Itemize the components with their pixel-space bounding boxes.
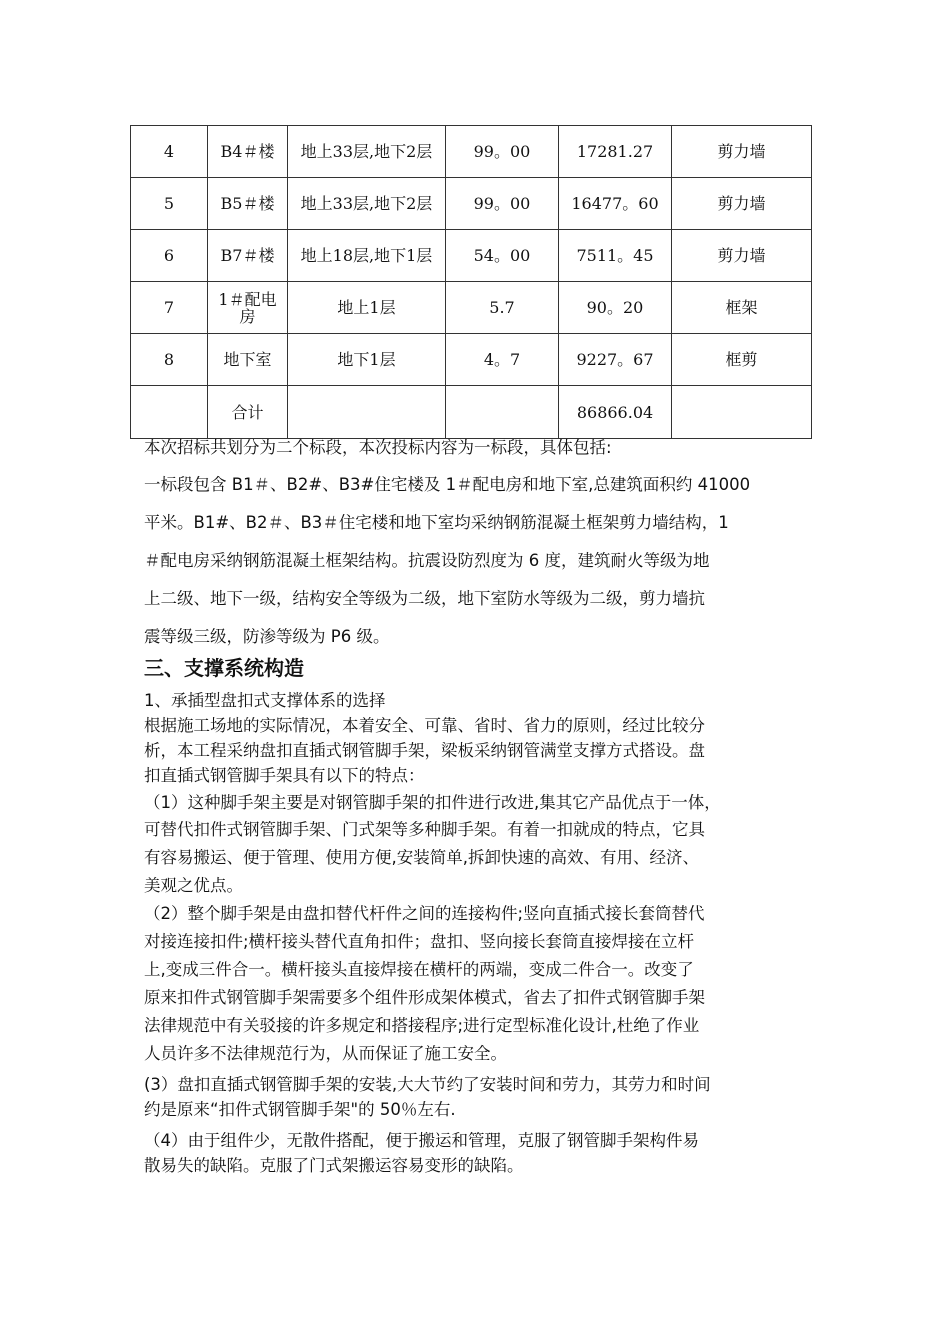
cell-area: 90。20 — [559, 282, 672, 334]
cell-structure: 框剪 — [672, 334, 812, 386]
table-row — [131, 282, 812, 334]
paragraph-line: 扣直插式钢管脚手架具有以下的特点： — [144, 766, 425, 785]
paragraph-line: （2）整个脚手架是由盘扣替代杆件之间的连接构件;竖向直插式接长套筒替代 — [144, 904, 705, 923]
cell-area: 9227。67 — [559, 334, 672, 386]
cell-structure: 框架 — [672, 282, 812, 334]
cell-structure — [672, 386, 812, 439]
paragraph-line: （1）这种脚手架主要是对钢管脚手架的扣件进行改进,集其它产品优点于一体， — [144, 793, 721, 812]
table-row — [131, 126, 812, 178]
cell-height: 99。00 — [446, 178, 559, 230]
section-heading: 三、支撑系统构造 — [144, 656, 304, 680]
cell-height — [446, 386, 559, 439]
cell-area: 7511。45 — [559, 230, 672, 282]
section-body — [144, 688, 814, 1178]
intro-line: 上二级、地下一级，结构安全等级为二级，地下室防水等级为二级，剪力墙抗 — [144, 589, 705, 608]
cell-floors: 地上33层,地下2层 — [288, 178, 446, 230]
intro-line: 平米。B1#、B2＃、B3＃住宅楼和地下室均采纳钢筋混凝土框架剪力墙结构，1 — [144, 513, 729, 532]
cell-floors: 地上33层,地下2层 — [288, 126, 446, 178]
intro-line: 震等级三级，防渗等级为 P6 级。 — [144, 627, 390, 646]
paragraph-line: 有容易搬运、便于管理、使用方便,安装简单,拆卸快速的高效、有用、经济、 — [144, 848, 699, 867]
cell-height: 5.7 — [446, 282, 559, 334]
cell-area: 17281.27 — [559, 126, 672, 178]
table-row-total — [131, 386, 812, 439]
cell-structure: 剪力墙 — [672, 178, 812, 230]
cell-structure: 剪力墙 — [672, 230, 812, 282]
cell-name: 合计 — [208, 386, 288, 439]
paragraph-line: 析，本工程采纳盘扣直插式钢管脚手架，梁板采纳钢管满堂支撑方式搭设。盘 — [144, 741, 705, 760]
paragraph-line: 散易失的缺陷。克服了门式架搬运容易变形的缺陷。 — [144, 1156, 524, 1175]
cell-height: 4。7 — [446, 334, 559, 386]
intro-line: ＃配电房采纳钢筋混凝土框架结构。抗震设防烈度为 6 度，建筑耐火等级为地 — [144, 551, 710, 570]
table-row — [131, 334, 812, 386]
paragraph-line: 美观之优点。 — [144, 876, 243, 895]
cell-structure: 剪力墙 — [672, 126, 812, 178]
cell-no: 6 — [131, 230, 208, 282]
cell-height: 54。00 — [446, 230, 559, 282]
paragraph-line: 可替代扣件式钢管脚手架、门式架等多种脚手架。有着一扣就成的特点，它具 — [144, 820, 705, 839]
table-row — [131, 178, 812, 230]
cell-no: 7 — [131, 282, 208, 334]
cell-no — [131, 386, 208, 439]
cell-no: 4 — [131, 126, 208, 178]
cell-no: 5 — [131, 178, 208, 230]
cell-name: 地下室 — [208, 334, 288, 386]
cell-height: 99。00 — [446, 126, 559, 178]
cell-area: 16477。60 — [559, 178, 672, 230]
subheading: 1、承插型盘扣式支撑体系的选择 — [144, 691, 386, 710]
intro-line: 一标段包含 B1＃、B2#、B3#住宅楼及 1＃配电房和地下室,总建筑面积约 41000 — [144, 475, 751, 494]
paragraph-line: 原来扣件式钢管脚手架需要多个组件形成架体模式，省去了扣件式钢管脚手架 — [144, 988, 705, 1007]
cell-area: 86866.04 — [559, 386, 672, 439]
paragraph-line: 上,变成三件合一。横杆接头直接焊接在横杆的两端，变成二件合一。改变了 — [144, 960, 694, 979]
cell-floors — [288, 386, 446, 439]
building-table — [130, 125, 812, 439]
paragraph-line: （4）由于组件少，无散件搭配，便于搬运和管理，克服了钢管脚手架构件易 — [144, 1131, 699, 1150]
intro-paragraph — [144, 436, 804, 656]
cell-floors: 地上18层,地下1层 — [288, 230, 446, 282]
paragraph-line: 人员许多不法律规范行为，从而保证了施工安全。 — [144, 1044, 507, 1063]
cell-name: 1＃配电房 — [208, 282, 288, 334]
table-row — [131, 230, 812, 282]
cell-floors: 地下1层 — [288, 334, 446, 386]
intro-line: 本次招标共划分为二个标段，本次投标内容为一标段，具体包括: — [144, 438, 612, 457]
cell-floors: 地上1层 — [288, 282, 446, 334]
cell-name: B5＃楼 — [208, 178, 288, 230]
paragraph-line: 对接连接扣件;横杆接头替代直角扣件；盘扣、竖向接长套筒直接焊接在立杆 — [144, 932, 695, 951]
cell-name: B4＃楼 — [208, 126, 288, 178]
cell-no: 8 — [131, 334, 208, 386]
paragraph-line: 根据施工场地的实际情况，本着安全、可靠、省时、省力的原则，经过比较分 — [144, 716, 705, 735]
paragraph-line: 法律规范中有关驳接的许多规定和搭接程序;进行定型标准化设计,杜绝了作业 — [144, 1016, 700, 1035]
paragraph-line: (3）盘扣直插式钢管脚手架的安装,大大节约了安装时间和劳力，其劳力和时间 — [144, 1075, 711, 1094]
paragraph-line: 约是原来“扣件式钢管脚手架"的 50％左右. — [144, 1100, 456, 1119]
cell-name: B7＃楼 — [208, 230, 288, 282]
